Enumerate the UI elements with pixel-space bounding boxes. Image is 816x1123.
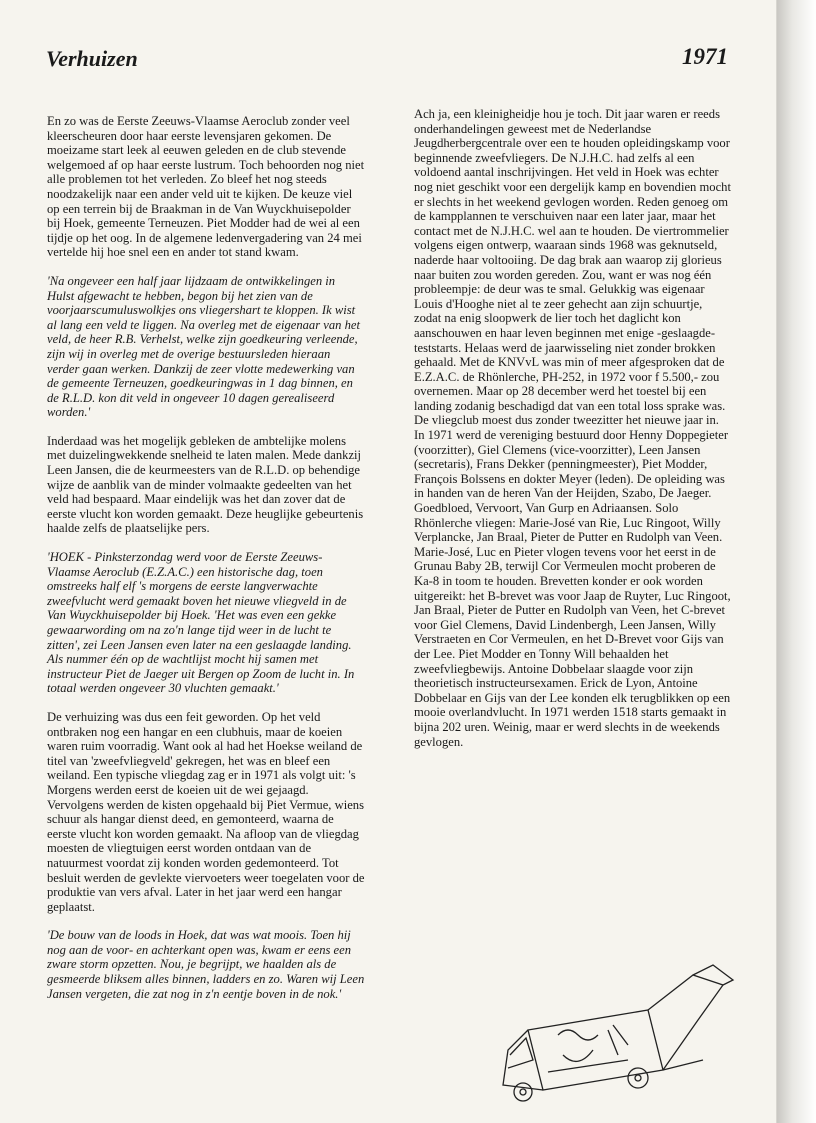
quote-paragraph: 'HOEK - Pinksterzondag werd voor de Eerste Zeeuws-Vlaamse Aeroclub (E.Z.A.C.) een historische dag, toen omstreeks half elf 's morgens de eerste langverwachte zweefvlucht werd gemaakt boven het nieuwe vliegveld in de Van Wuyckhuisepolder bij Hoek. 'Het was even een gekke gewaarwording om na zo'n lange tijd weer in de lucht te zitten', zei Leen Jansen even later na een geslaagde landing. Als nummer één op de wachtlijst mocht hij samen met instructeur Piet de Jaeger uit Bergen op Zoom de lucht in. In totaal werden ongeveer 30 vluchten gemaakt.' xyxy=(47,550,355,696)
paragraph: En zo was de Eerste Zeeuws-Vlaamse Aeroclub zonder veel kleerscheuren door haar eerste levensjaren gekomen. De moeizame start leek al eeuwen geleden en de club stevende welgemoed af op haar eerste lustrum. Toch behoorden nog niet alle problemen tot het verleden. Zo bleef het nog steeds noodzakelijk naar een ander veld uit te kijken. De keuze viel op een terrein bij de Braakman in de Van Wuyckhuisepolder bij Hoek, gemeente Terneuzen. Piet Modder had de wei al een tijdje op het oog. In de algemene ledenvergadering van 24 mei vertelde hij hoe snel een en ander tot stand kwam. xyxy=(47,114,365,260)
paragraph: Inderdaad was het mogelijk gebleken de ambtelijke molens met duizelingwekkende snelheid te laten malen. Mede dankzij Leen Jansen, die de keurmeesters van de R.L.D. op behendige wijze de aanblik van de minder volmaakte gedeelten van het veld had bespaard. Maar eindelijk was het dan zover dat de eerste vlucht kon worden gemaakt. Deze heuglijke gebeurtenis haalde zelfs de plaatselijke pers. xyxy=(47,433,364,536)
quote-paragraph: 'Na ongeveer een half jaar lijdzaam de ontwikkelingen in Hulst afgewacht te hebben, begon bij het zien van de voorjaarscumuluswolkjes ons vliegershart te kloppen. Ik wist al lang een veld te liggen. Na overleg met de eigenaar van het veld, de heer R.B. Verhelst, welke zijn goedkeuring verleende, zijn wij in overleg met de overige bestuursleden hieraan verder gaan werken. Dankzij de zeer vlotte medewerking van de gemeente Terneuzen, goedkeuringwas in 1 dag binnen, en de R.L.D. kon dit veld in ongeveer 10 dagen gerealiseerd worden.' xyxy=(47,273,360,420)
quote-paragraph: 'De bouw van de loods in Hoek, dat was wat moois. Toen hij nog aan de voor- en achterkant open was, kwam er eens een zware storm opzetten. Nou, je begrijpt, we haalden als de gesmeerde bliksem alles binnen, ladders en zo. Waren wij Leen Jansen vergeten, die zat nog in z'n eentje boven in de nok.' xyxy=(47,928,365,1001)
paragraph: Ach ja, een kleinigheidje hou je toch. Dit jaar waren er reeds onderhandelingen geweest met de Nederlandse Jeugdherbergcentrale over een te houden opleidingskamp voor beginnende zweefvliegers. De N.J.H.C. had zelfs al een voldoend aantal inschrijvingen. Het veld in Hoek was echter nog niet geschikt voor een dergelijk kamp en bovendien mocht er slechts in het weekend gevlogen worden. Reden genoeg om de kampplannen te verschuiven naar een later jaar, maar het contact met de N.J.H.C. wel aan te houden. De viertrommelier volgens eigen ontwerp, waaraan sinds 1968 was geknutseld, naderde haar voltooiing. De dag brak aan waarop zij glorieus naar buiten zou worden gereden. Zou, want er was nog één probleempje: de deur was te smal. Gelukkig was eigenaar Louis d'Hooghe niet al te zeer gehecht aan zijn schuurtje, zodat na enig sloopwerk de lier toch het daglicht kon aanschouwen en haar leven beginnen met enige -geslaagde- teststarts. Helaas werd de jaarwisseling niet zonder brokken gehaald. Met de KNVvL was min of meer afgesproken dat de E.Z.A.C. de Rhönlerche, PH-252, in 1972 voor f 5.500,- zou overnemen. Maar op 28 december werd het toestel bij een landing zodanig beschadigd dat van een total loss sprake was. De vliegclub moest dus zonder tweezitter het nieuwe jaar in. In 1971 werd de vereniging bestuurd door Henny Doppegieter (voorzitter), Giel Clemens (vice-voorzitter), Leen Jansen (secretaris), Frans Dekker (penningmeester), Piet Modder, François Bolssens en dokter Meyer (leden). De opleiding was in handen van de heren Van der Heijden, Szabo, De Jaeger. Goedbloed, Vervoort, Van Gurp en Adriaansen. Solo Rhönlerche vliegen: Marie-José van Rie, Luc Ringoot, Willy Verplancke, Jan Braal, Pieter de Putter en Rudolph van Veen. Marie-José, Luc en Pieter vlogen tevens voor het eerst in de Grunau Baby 2B, terwijl Cor Vermeulen mocht proberen de Ka-8 in toom te houden. Brevetten konder er ook worden uitgereikt: het B-brevet was voor Jaap de Ruyter, Luc Ringoot, Jan Braal, Pieter de Putter en Rudolph van Veen, het C-brevet voor Giel Clemens, David Lindenbergh, Leen Jansen, Willy Verstraeten en Cor Vermeulen, en het D-Brevet voor Gijs van der Lee. Piet Modder en Tonny Will behaalden het zweefvliegbewijs. Antoine Dobbelaar slaagde voor zijn theorietisch instructeursexamen. Erick de Lyon, Antoine Dobbelaar en Gijs van der Lee konden elk terugblikken op een mooie overlandvlucht. In 1971 werden 1518 starts gemaakt in bijna 202 uren. Weinig, maar er werd slechts in de weekends gevlogen. xyxy=(414,107,731,749)
scan-edge xyxy=(777,0,816,1123)
right-column xyxy=(414,107,732,749)
page-year: 1971 xyxy=(682,44,728,69)
page-title: Verhuizen xyxy=(46,46,138,71)
winch-truck-drawing xyxy=(488,960,738,1110)
left-column xyxy=(47,114,365,1001)
paragraph: De verhuizing was dus een feit geworden. Op het veld ontbraken nog een hangar en een clubhuis, maar de koeien waren ruim voorradig. Want ook al had het Hoekse weiland de titel van 'zweefvliegveld' gekregen, het was en bleef een weiland. Een typische vliegdag zag er in 1971 als volgt uit: 's Morgens werden eerst de koeien uit de wei gejaagd. Vervolgens werden de kisten opgehaald bij Piet Vermue, wiens schuur als hangar dienst deed, en gemonteerd, waarna de eerste vlucht kon worden gemaakt. Na afloop van de vliegdag moesten de vliegtuigen eerst worden ontdaan van de natuurmest voordat zij konden worden gedemonteerd. Tot besluit werden de gevlekte viervoeters weer toegelaten voor de produktie van vers afval. Later in het jaar werd een hangar geplaatst. xyxy=(47,709,365,914)
